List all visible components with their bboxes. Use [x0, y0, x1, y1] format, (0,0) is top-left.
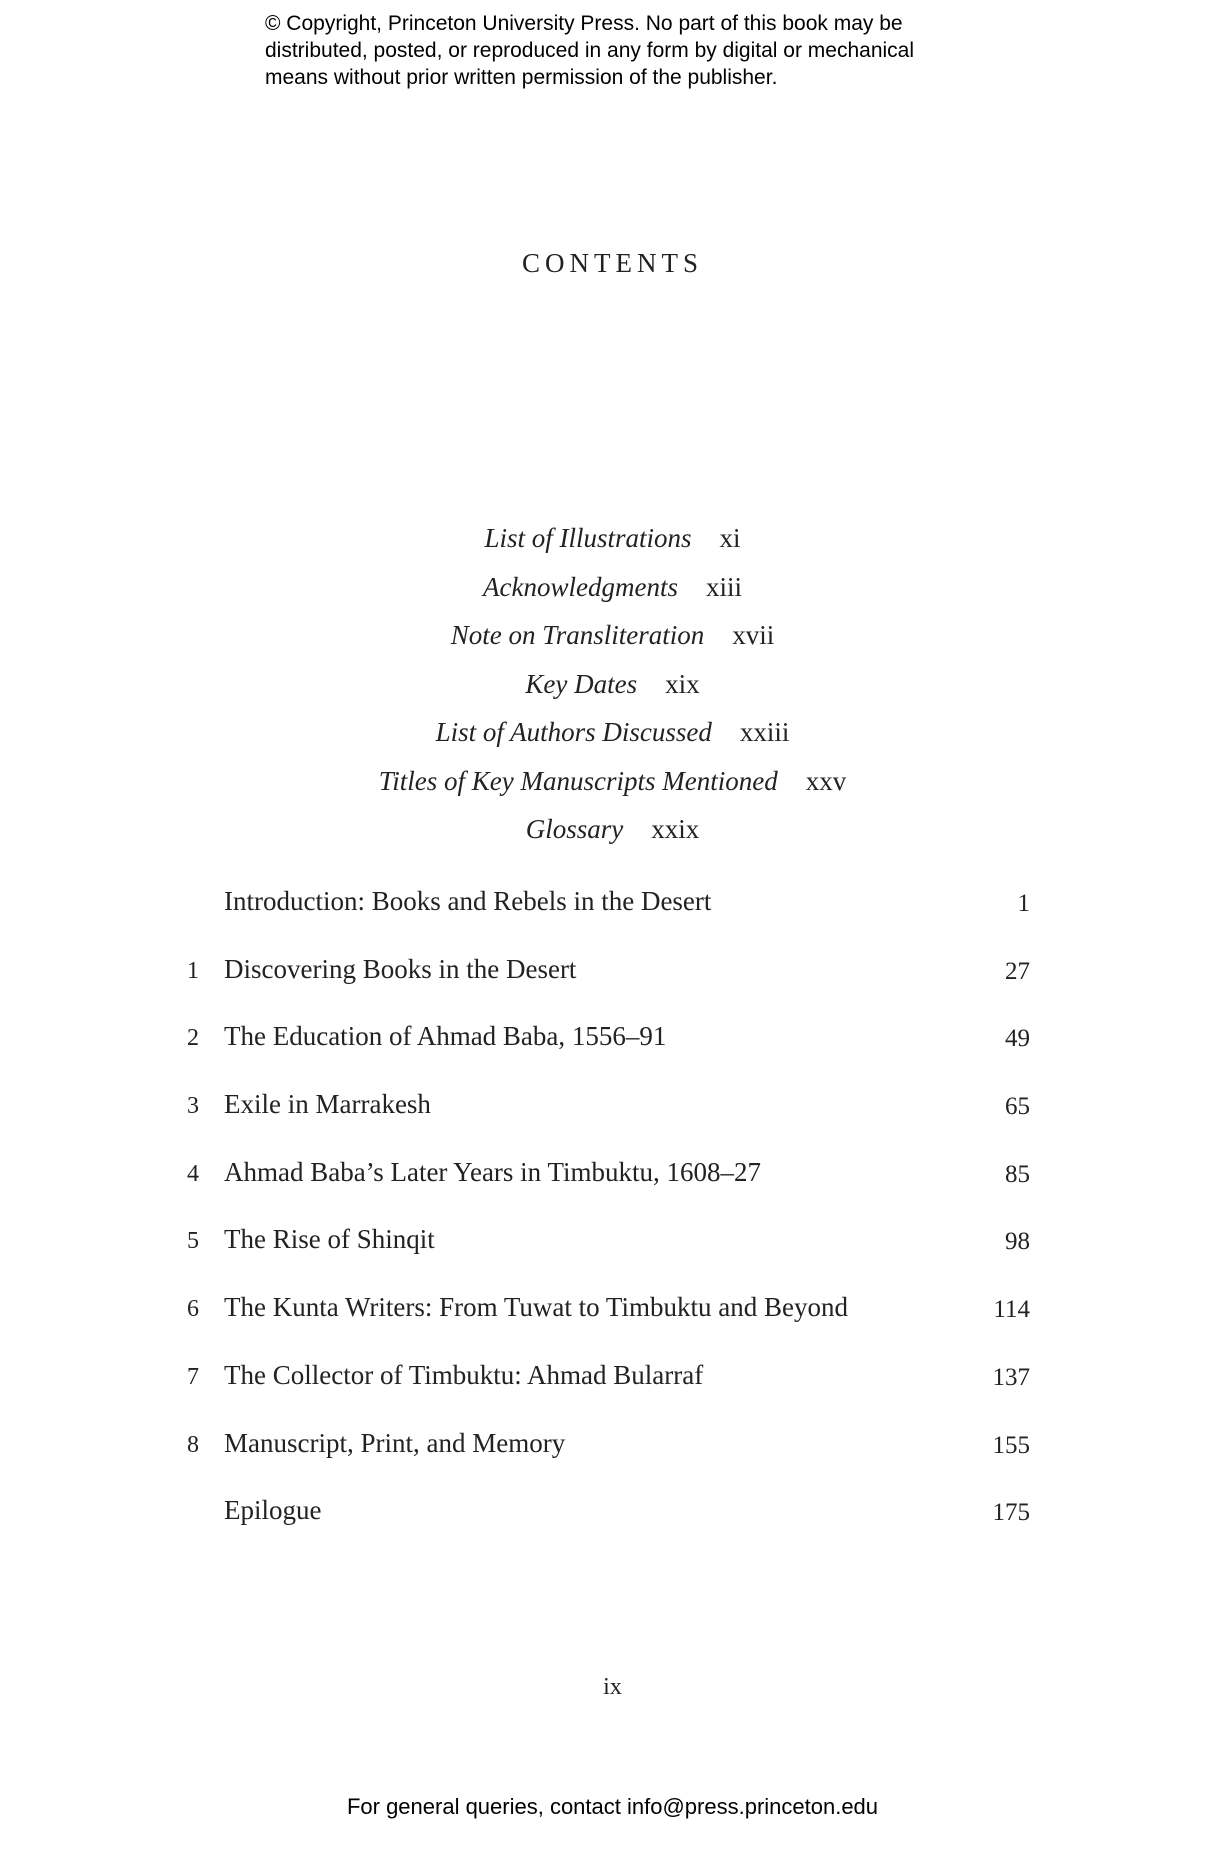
chapter-page: 65	[1005, 1093, 1030, 1121]
chapter-title: The Kunta Writers: From Tuwat to Timbuktu and Beyond	[224, 1292, 848, 1323]
chapter-entry	[0, 1089, 1225, 1157]
chapter-number: 5	[187, 1228, 199, 1255]
chapter-number: 3	[187, 1093, 199, 1120]
chapter-title: Discovering Books in the Desert	[224, 953, 577, 984]
chapter-entry	[0, 1495, 1225, 1563]
chapter-entry	[0, 886, 1225, 954]
front-matter-item	[0, 757, 1225, 806]
chapter-page: 137	[992, 1363, 1030, 1391]
chapter-title: The Collector of Timbuktu: Ahmad Bularraf	[224, 1359, 704, 1390]
chapter-entry	[0, 1021, 1225, 1089]
front-matter-page: xi	[719, 523, 741, 553]
copyright-line: means without prior written permission of the publisher.	[265, 66, 778, 89]
front-matter-title: Acknowledgments	[483, 571, 678, 602]
chapter-entry	[0, 1157, 1225, 1225]
chapter-number: 7	[187, 1363, 199, 1390]
front-matter-title: Glossary	[525, 814, 624, 844]
front-matter-title: Note on Transliteration	[450, 620, 705, 650]
contact-footer: For general queries, contact info@press.princeton.edu	[346, 1794, 879, 1819]
chapter-title: Epilogue	[224, 1495, 322, 1526]
front-matter-item	[0, 660, 1225, 709]
chapter-page: 27	[1005, 957, 1030, 985]
chapter-page: 114	[993, 1296, 1030, 1324]
front-matter-list	[0, 514, 1225, 854]
chapter-entry	[0, 954, 1225, 1022]
front-matter-page: xxiii	[739, 717, 790, 747]
chapter-title: The Rise of Shinqit	[224, 1224, 435, 1255]
chapter-title: Exile in Marrakesh	[224, 1089, 431, 1120]
chapter-title: Introduction: Books and Rebels in the Desert	[224, 886, 712, 916]
front-matter-title: Key Dates	[525, 668, 638, 699]
chapter-title: Ahmad Baba’s Later Years in Timbuktu, 1608–27	[224, 1156, 761, 1187]
chapter-page: 98	[1005, 1228, 1030, 1256]
front-matter-item	[0, 805, 1225, 854]
front-matter-item	[0, 708, 1225, 757]
chapter-page: 1	[1017, 890, 1030, 917]
chapter-page: 85	[1005, 1160, 1030, 1188]
chapter-number: 4	[187, 1160, 199, 1187]
front-matter-page: xix	[665, 668, 700, 699]
chapter-entry	[0, 1360, 1225, 1428]
front-matter-page: xvii	[732, 620, 775, 650]
front-matter-page: xiii	[705, 571, 742, 602]
front-matter-item	[0, 514, 1225, 563]
page-title: CONTENTS	[522, 248, 703, 278]
chapter-list	[0, 886, 1225, 1563]
front-matter-item	[0, 611, 1225, 660]
front-matter-title: List of Illustrations	[484, 523, 692, 553]
front-matter-page: xxv	[805, 765, 847, 796]
front-matter-page: xxix	[651, 814, 700, 844]
chapter-number: 6	[187, 1296, 199, 1323]
front-matter-item	[0, 563, 1225, 612]
page-number: ix	[603, 1674, 622, 1700]
chapter-page: 49	[1005, 1025, 1030, 1053]
chapter-number: 2	[187, 1025, 199, 1052]
chapter-number: 8	[187, 1431, 199, 1458]
chapter-title: The Education of Ahmad Baba, 1556–91	[224, 1021, 667, 1052]
chapter-entry	[0, 1224, 1225, 1292]
chapter-title: Manuscript, Print, and Memory	[224, 1427, 566, 1458]
copyright-notice	[265, 10, 1025, 91]
chapter-page: 175	[992, 1499, 1030, 1527]
front-matter-title: Titles of Key Manuscripts Mentioned	[378, 765, 778, 796]
chapter-page: 155	[992, 1431, 1030, 1459]
front-matter-title: List of Authors Discussed	[435, 717, 712, 747]
chapter-entry	[0, 1428, 1225, 1496]
chapter-number: 1	[187, 957, 199, 984]
copyright-line: distributed, posted, or reproduced in any form by digital or mechanical	[265, 39, 915, 62]
chapter-entry	[0, 1292, 1225, 1360]
copyright-line: © Copyright, Princeton University Press. No part of this book may be	[265, 12, 903, 35]
